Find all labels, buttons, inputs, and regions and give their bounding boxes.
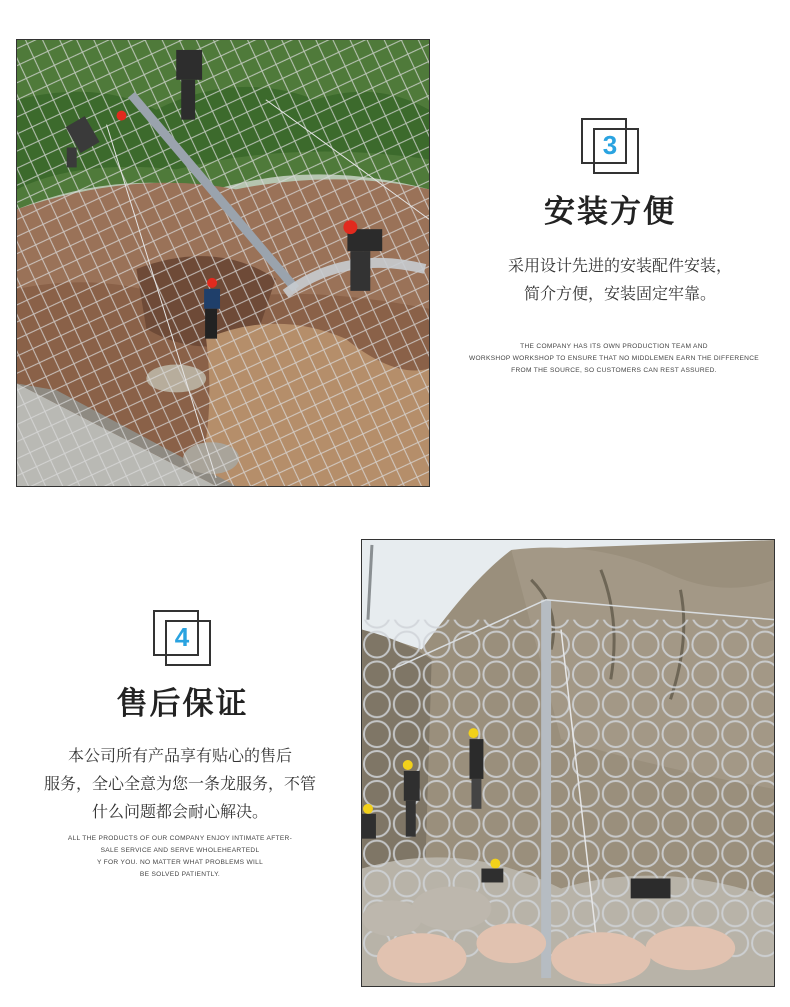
section-english-description — [20, 833, 340, 881]
english-line: Y FOR YOU. NO MATTER WHAT PROBLEMS WILL — [96, 859, 264, 866]
description-line: 服务，全心全意为您一条龙服务，不管 — [43, 774, 316, 793]
section-description — [460, 252, 780, 308]
english-line: ALL THE PRODUCTS OF OUR COMPANY ENJOY INTIMATE AFTER- — [67, 835, 293, 842]
section-number-badge — [153, 610, 213, 668]
english-line: BE SOLVED PATIENTLY. — [139, 871, 221, 878]
after-sale-photo — [361, 539, 775, 987]
section-number: 4 — [174, 622, 190, 652]
english-line: FROM THE SOURCE, SO CUSTOMERS CAN REST ASSURED. — [511, 367, 717, 374]
description-line: 什么问题都会耐心解决。 — [91, 802, 268, 821]
installation-photo — [16, 39, 430, 487]
description-line: 简介方便，安装固定牢靠。 — [523, 284, 716, 303]
description-line: 本公司所有产品享有贴心的售后 — [67, 746, 292, 765]
section-title: 售后保证 — [116, 686, 249, 722]
section-description — [10, 742, 350, 826]
section-english-description — [455, 341, 773, 377]
after-sale-photo-illustration — [362, 540, 774, 986]
english-line: SALE SERVICE AND SERVE WHOLEHEARTEDL — [100, 847, 260, 854]
english-line: THE COMPANY HAS ITS OWN PRODUCTION TEAM AND — [520, 343, 708, 350]
section-number-badge — [581, 118, 641, 176]
description-line: 采用设计先进的安装配件安装， — [507, 256, 732, 275]
installation-photo-illustration — [17, 40, 429, 486]
english-line: WORKSHOP WORKSHOP TO ENSURE THAT NO MIDDLEMEN EARN THE DIFFERENCE — [468, 355, 759, 362]
section-title: 安装方便 — [544, 194, 676, 230]
section-number: 3 — [602, 130, 618, 160]
